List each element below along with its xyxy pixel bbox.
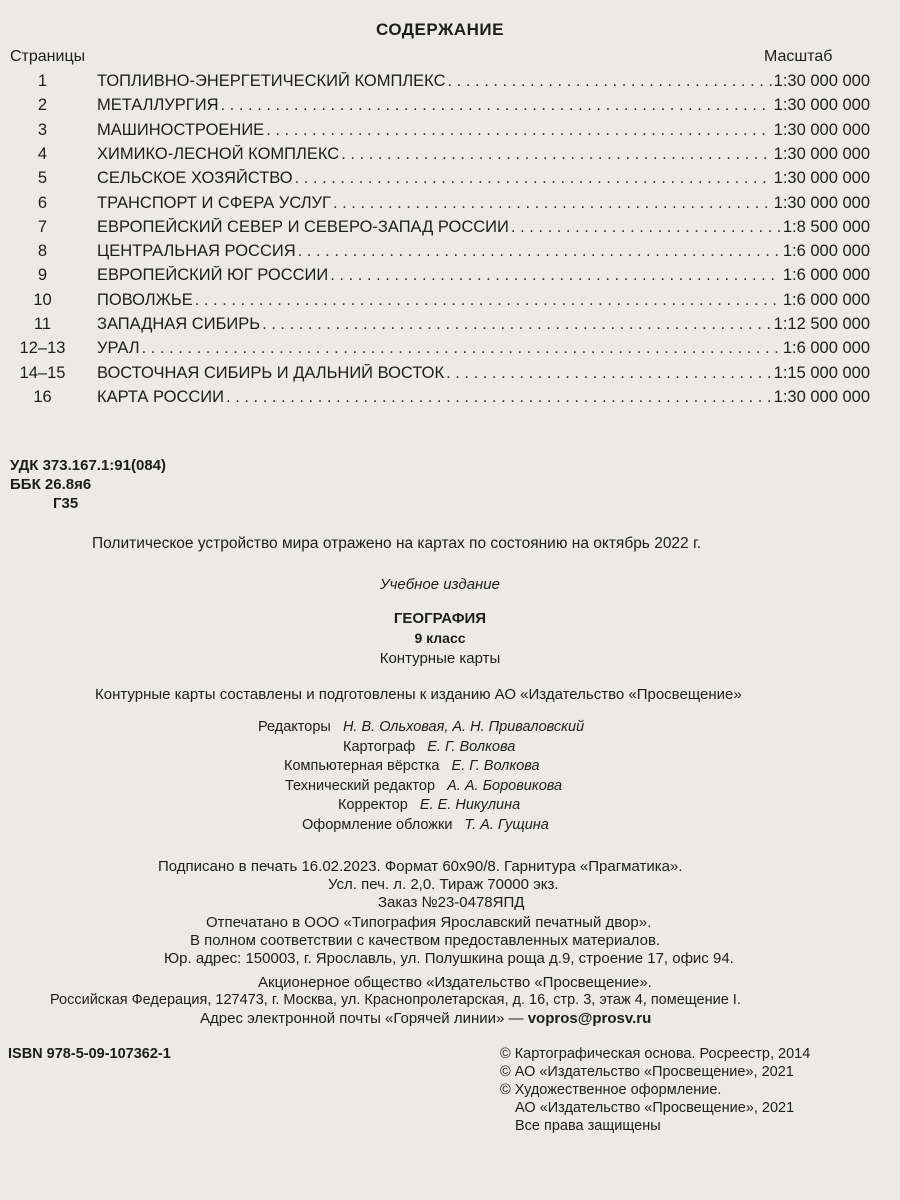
udk-code: УДК 373.167.1:91(084) <box>10 457 167 474</box>
leader-dots <box>142 339 781 358</box>
copyright-line1: © Картографическая основа. Росреестр, 2014 <box>500 1046 811 1062</box>
toc-entry <box>97 242 870 261</box>
toc-entry-scale: 1:30 000 000 <box>773 169 870 188</box>
toc-entry <box>97 388 870 407</box>
credit-role: Корректор <box>338 797 408 813</box>
toc-page-number: 6 <box>37 193 48 212</box>
copyright-line2: © АО «Издательство «Просвещение», 2021 <box>500 1064 794 1080</box>
toc-entry-title: ТРАНСПОРТ И СФЕРА УСЛУГ <box>97 193 331 212</box>
toc-entry <box>97 169 870 188</box>
leader-dots <box>195 291 781 310</box>
leader-dots <box>266 121 771 140</box>
toc-entry-scale: 1:6 000 000 <box>782 339 870 358</box>
toc-entry <box>97 96 870 115</box>
toc-entry-title: МЕТАЛЛУРГИЯ <box>97 96 219 115</box>
toc-entry <box>97 291 870 310</box>
toc-row <box>0 266 900 290</box>
leader-dots <box>221 96 772 115</box>
toc-page-number: 2 <box>37 96 48 115</box>
toc-entry-scale: 1:30 000 000 <box>773 387 870 406</box>
toc-page-number: 8 <box>37 242 48 261</box>
toc-row <box>0 145 900 169</box>
toc-page-number: 10 <box>33 290 52 309</box>
toc-entry <box>97 121 870 140</box>
toc-entry-title: КАРТА РОССИИ <box>97 387 225 406</box>
copyright-line5: Все права защищены <box>515 1118 661 1134</box>
edition-type: Учебное издание <box>380 576 500 593</box>
toc-entry-title: ТОПЛИВНО-ЭНЕРГЕТИЧЕСКИЙ КОМПЛЕКС <box>97 72 446 90</box>
print-info-line1: Подписано в печать 16.02.2023. Формат 60x90/8. Гарнитура «Прагматика». <box>158 858 683 875</box>
toc-entry <box>97 266 870 285</box>
credit-name: Е. Г. Волкова <box>427 738 516 755</box>
toc-page-number: 16 <box>33 387 52 406</box>
credit-role: Компьютерная вёрстка <box>284 758 440 774</box>
publisher-line2: Российская Федерация, 127473, г. Москва, ул. Краснопролетарская, д. 16, стр. 3, этаж 4, помещение I. <box>50 992 741 1008</box>
toc-row <box>0 194 900 218</box>
toc-entry-scale: 1:6 000 000 <box>782 242 870 261</box>
leader-dots <box>226 388 772 407</box>
leader-dots <box>333 194 772 213</box>
toc-page-number: 12–13 <box>19 339 66 358</box>
toc-entry <box>97 145 870 164</box>
credit-name: Т. А. Гущина <box>464 816 549 833</box>
leader-dots <box>341 145 771 164</box>
toc-entry-title: МАШИНОСТРОЕНИЕ <box>97 120 265 139</box>
toc-entry-scale: 1:6 000 000 <box>782 266 870 285</box>
toc-entry-title: ЕВРОПЕЙСКИЙ СЕВЕР И СЕВЕРО-ЗАПАД РОССИИ <box>97 217 509 236</box>
book-grade: 9 класс <box>414 630 466 646</box>
pages-column-header: Страницы <box>10 48 86 65</box>
credit-name: Е. Е. Никулина <box>419 797 521 813</box>
credit-line <box>338 797 520 813</box>
toc-row <box>0 291 900 315</box>
toc-row <box>0 218 900 242</box>
toc-page-number: 4 <box>37 144 48 163</box>
toc-row <box>0 315 900 339</box>
toc-entry <box>97 315 870 334</box>
toc-entry-title: ВОСТОЧНАЯ СИБИРЬ И ДАЛЬНИЙ ВОСТОК <box>97 363 445 382</box>
toc-page-number: 1 <box>37 72 48 90</box>
toc-entry-title: СЕЛЬСКОЕ ХОЗЯЙСТВО <box>97 169 293 188</box>
prepared-note: Контурные карты составлены и подготовлены к изданию АО «Издательство «Просвещение» <box>95 686 742 703</box>
toc-page-number: 7 <box>37 217 48 236</box>
toc-entry-title: ЗАПАДНАЯ СИБИРЬ <box>97 315 261 333</box>
printer-line2: В полном соответствии с качеством предоставленных материалов. <box>190 932 661 949</box>
toc-entry-title: ЕВРОПЕЙСКИЙ ЮГ РОССИИ <box>97 266 329 285</box>
toc-entry-title: ХИМИКО-ЛЕСНОЙ КОМПЛЕКС <box>97 144 340 163</box>
toc-entry-title: УРАЛ <box>97 339 140 358</box>
toc-row <box>0 121 900 145</box>
credit-role: Картограф <box>343 738 416 755</box>
toc-entry-scale: 1:30 000 000 <box>773 193 870 212</box>
toc-page-number: 5 <box>37 169 48 188</box>
toc-entry-scale: 1:12 500 000 <box>773 315 870 333</box>
toc-page-number: 11 <box>33 315 52 333</box>
toc-page-number: 14–15 <box>19 363 66 382</box>
publisher-line3 <box>200 1010 651 1027</box>
toc-row <box>0 339 900 363</box>
credit-name: Е. Г. Волкова <box>451 758 540 774</box>
credit-line <box>258 719 584 735</box>
credit-name: Н. В. Ольховая, А. Н. Приваловский <box>342 719 585 735</box>
bbk-code: ББК 26.8я6 <box>10 476 92 493</box>
credit-line <box>284 758 540 774</box>
printer-line3: Юр. адрес: 150003, г. Ярославль, ул. Полушкина роща д.9, строение 17, офис 94. <box>164 950 734 967</box>
toc-page-number: 9 <box>37 266 48 285</box>
hotline-label: Адрес электронной почты «Горячей линии» — <box>200 1010 528 1027</box>
scale-column-header: Масштаб <box>764 48 833 65</box>
copyright-line3: © Художественное оформление. <box>500 1082 722 1098</box>
printer-line1: Отпечатано в ООО «Типография Ярославский печатный двор». <box>206 914 652 931</box>
political-note: Политическое устройство мира отражено на картах по состоянию на октябрь 2022 г. <box>92 535 702 552</box>
toc-entry <box>97 364 870 383</box>
book-title: ГЕОГРАФИЯ <box>393 610 487 627</box>
leader-dots <box>295 169 772 188</box>
toc-entry <box>97 194 870 213</box>
print-info-line2: Усл. печ. л. 2,0. Тираж 70000 экз. <box>328 876 559 893</box>
book-subtitle: Контурные карты <box>379 650 501 667</box>
credit-name: А. А. Боровикова <box>447 777 563 794</box>
leader-dots <box>298 242 781 261</box>
author-sign-code: Г35 <box>53 495 79 512</box>
toc-entry-scale: 1:30 000 000 <box>773 72 870 90</box>
print-info-line3: Заказ №23-0478ЯПД <box>378 894 525 911</box>
toc-entry-scale: 1:30 000 000 <box>773 96 870 115</box>
toc-entry <box>97 72 870 91</box>
toc-entry-scale: 1:8 500 000 <box>782 217 870 236</box>
hotline-email[interactable]: vopros@prosv.ru <box>527 1010 652 1027</box>
credit-role: Оформление обложки <box>302 816 453 833</box>
toc-row <box>0 96 900 120</box>
leader-dots <box>330 266 781 285</box>
toc-entry-scale: 1:30 000 000 <box>773 120 870 139</box>
toc-title: СОДЕРЖАНИЕ <box>376 20 504 39</box>
toc-row <box>0 388 900 412</box>
toc-row <box>0 364 900 388</box>
copyright-line4: АО «Издательство «Просвещение», 2021 <box>515 1100 795 1116</box>
toc-entry <box>97 218 870 237</box>
toc-entry-scale: 1:30 000 000 <box>773 144 870 163</box>
isbn: ISBN 978-5-09-107362-1 <box>8 1046 171 1062</box>
leader-dots <box>262 315 772 334</box>
toc-entry-title: ПОВОЛЖЬЕ <box>97 290 193 309</box>
credit-line <box>343 739 515 755</box>
toc-entry-title: ЦЕНТРАЛЬНАЯ РОССИЯ <box>97 242 296 261</box>
leader-dots <box>448 72 772 91</box>
toc-entry-scale: 1:15 000 000 <box>773 363 870 382</box>
credit-role: Технический редактор <box>285 777 436 794</box>
toc-entry-scale: 1:6 000 000 <box>782 290 870 309</box>
toc-row <box>0 72 900 96</box>
credit-line <box>285 778 562 794</box>
toc-entry <box>97 339 870 358</box>
toc-row <box>0 242 900 266</box>
toc-page-number: 3 <box>37 120 48 139</box>
credit-line <box>302 817 549 833</box>
leader-dots <box>446 364 772 383</box>
credit-role: Редакторы <box>258 719 331 735</box>
toc-row <box>0 169 900 193</box>
leader-dots <box>511 218 781 237</box>
publisher-line1: Акционерное общество «Издательство «Просвещение». <box>258 974 652 991</box>
